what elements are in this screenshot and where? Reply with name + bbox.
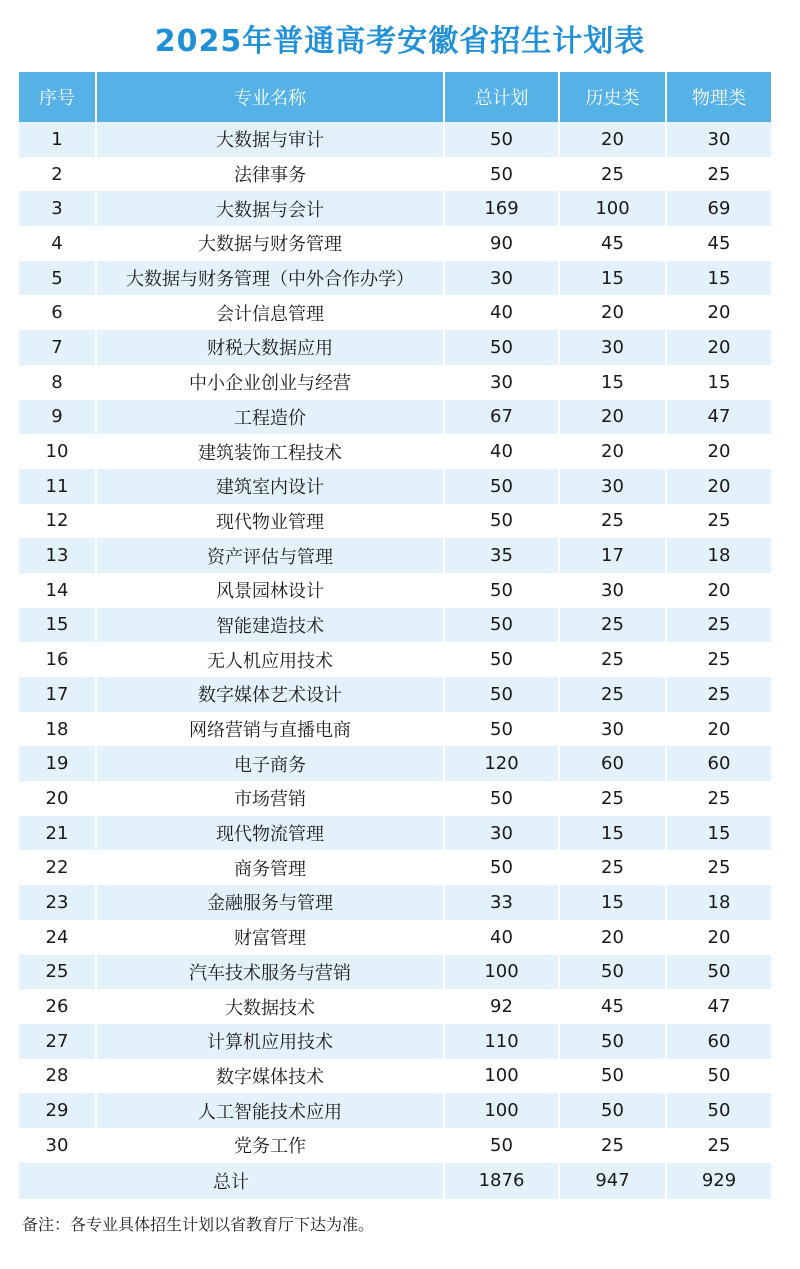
table-row [19, 122, 771, 157]
row-history: 20 [559, 920, 666, 955]
table-row [19, 1128, 771, 1163]
table-row [19, 677, 771, 712]
row-history: 50 [559, 1024, 666, 1059]
total-label: 总计 [19, 1163, 444, 1199]
total-row [19, 1163, 771, 1199]
row-physics: 25 [707, 857, 731, 879]
row-physics: 25 [707, 163, 731, 185]
row-total-plan: 100 [444, 1059, 559, 1094]
row-history: 45 [559, 989, 666, 1024]
row-index: 18 [19, 712, 96, 747]
row-physics: 69 [666, 191, 771, 226]
row-major: 会计信息管理 [96, 295, 444, 330]
header-index: 序号 [19, 72, 96, 122]
row-index: 17 [19, 677, 96, 712]
row-major: 财税大数据应用 [96, 330, 444, 365]
row-physics: 30 [666, 122, 771, 157]
header-physics: 物理类 [666, 72, 771, 122]
table-row [19, 226, 771, 261]
row-major: 智能建造技术 [96, 608, 444, 643]
row-total-plan: 40 [444, 434, 559, 469]
row-index: 7 [19, 330, 96, 365]
row-index: 8 [19, 365, 96, 400]
header-total-plan: 总计划 [444, 72, 559, 122]
row-major: 人工智能技术应用 [96, 1093, 444, 1128]
table-row [19, 400, 771, 435]
row-physics: 18 [666, 538, 771, 573]
table-row [19, 1093, 771, 1128]
total-physics-sum: 929 [666, 1163, 771, 1199]
row-total-plan: 40 [444, 920, 559, 955]
row-history: 60 [559, 746, 666, 781]
row-major: 电子商务 [96, 746, 444, 781]
row-history: 15 [559, 261, 666, 296]
row-total-plan: 50 [444, 850, 559, 885]
row-index: 2 [19, 157, 96, 192]
table-row [19, 295, 771, 330]
row-index: 11 [19, 469, 96, 504]
table-row [19, 1059, 771, 1094]
row-history: 50 [559, 955, 666, 990]
table-row [19, 261, 771, 296]
row-index: 22 [19, 850, 96, 885]
table-row [19, 608, 771, 643]
row-total-plan: 50 [444, 157, 559, 192]
footnote: 备注：各专业具体招生计划以省教育厅下达为准。 [22, 1215, 375, 1234]
row-major: 计算机应用技术 [96, 1024, 444, 1059]
row-total-plan: 50 [444, 330, 559, 365]
row-history: 30 [559, 330, 666, 365]
row-history: 25 [559, 850, 666, 885]
row-total-plan: 50 [444, 122, 559, 157]
row-total-plan: 92 [444, 989, 559, 1024]
table-row [19, 434, 771, 469]
row-major: 法律事务 [96, 157, 444, 192]
row-history: 17 [559, 538, 666, 573]
table-row [19, 330, 771, 365]
table-row [19, 816, 771, 851]
row-physics: 20 [707, 579, 731, 601]
row-history: 100 [559, 191, 666, 226]
table-row [19, 642, 771, 677]
row-index: 13 [19, 538, 96, 573]
row-total-plan: 50 [444, 573, 559, 608]
row-history: 15 [559, 365, 666, 400]
row-total-plan: 30 [444, 261, 559, 296]
row-physics: 25 [666, 608, 771, 643]
row-major: 建筑装饰工程技术 [96, 434, 444, 469]
row-history: 30 [559, 573, 666, 608]
table-row [19, 885, 771, 920]
row-total-plan: 100 [444, 1093, 559, 1128]
row-index: 29 [19, 1093, 96, 1128]
row-physics: 25 [707, 649, 731, 671]
row-physics: 25 [707, 510, 731, 532]
row-physics: 20 [666, 469, 771, 504]
row-history: 30 [559, 469, 666, 504]
row-physics: 25 [707, 1134, 731, 1156]
table-row [19, 746, 771, 781]
row-major: 财富管理 [96, 920, 444, 955]
row-total-plan: 33 [444, 885, 559, 920]
row-history: 15 [559, 816, 666, 851]
row-index: 3 [19, 191, 96, 226]
row-total-plan: 50 [444, 469, 559, 504]
row-total-plan: 35 [444, 538, 559, 573]
table-row [19, 850, 771, 885]
row-total-plan: 100 [444, 955, 559, 990]
header-major: 专业名称 [96, 72, 444, 122]
row-history: 50 [559, 1059, 666, 1094]
row-total-plan: 50 [444, 1128, 559, 1163]
total-history-sum: 947 [559, 1163, 666, 1199]
row-physics: 15 [666, 261, 771, 296]
table-row [19, 712, 771, 747]
table-body [19, 122, 771, 1199]
row-history: 25 [559, 642, 666, 677]
row-physics: 50 [666, 955, 771, 990]
table-row [19, 989, 771, 1024]
enrollment-plan-table [19, 72, 771, 1199]
row-physics: 25 [666, 677, 771, 712]
row-total-plan: 169 [444, 191, 559, 226]
row-total-plan: 40 [444, 295, 559, 330]
row-history: 25 [559, 608, 666, 643]
row-major: 现代物流管理 [96, 816, 444, 851]
table-row [19, 1024, 771, 1059]
row-history: 20 [559, 400, 666, 435]
row-index: 25 [19, 955, 96, 990]
row-major: 汽车技术服务与营销 [96, 955, 444, 990]
row-major: 市场营销 [96, 781, 444, 816]
table-row [19, 573, 771, 608]
row-major: 大数据与财务管理（中外合作办学） [96, 261, 444, 296]
row-history: 30 [559, 712, 666, 747]
row-physics: 15 [666, 816, 771, 851]
row-physics: 60 [666, 746, 771, 781]
row-history: 20 [559, 434, 666, 469]
row-major: 工程造价 [96, 400, 444, 435]
row-total-plan: 50 [444, 504, 559, 539]
table-row [19, 955, 771, 990]
row-history: 25 [559, 1128, 666, 1163]
row-total-plan: 90 [444, 226, 559, 261]
row-major: 大数据与财务管理 [96, 226, 444, 261]
row-history: 15 [559, 885, 666, 920]
table-row [19, 469, 771, 504]
table-header-row [19, 72, 771, 122]
row-total-plan: 50 [444, 781, 559, 816]
row-physics: 45 [707, 232, 731, 254]
row-history: 50 [559, 1093, 666, 1128]
row-physics: 15 [707, 371, 731, 393]
row-index: 14 [19, 573, 96, 608]
row-index: 9 [19, 400, 96, 435]
header-history: 历史类 [559, 72, 666, 122]
row-major: 现代物业管理 [96, 504, 444, 539]
row-history: 45 [559, 226, 666, 261]
row-total-plan: 67 [444, 400, 559, 435]
row-physics: 20 [666, 330, 771, 365]
row-index: 20 [19, 781, 96, 816]
row-major: 大数据与会计 [96, 191, 444, 226]
row-index: 23 [19, 885, 96, 920]
row-index: 10 [19, 434, 96, 469]
row-index: 26 [19, 989, 96, 1024]
row-history: 20 [559, 122, 666, 157]
row-physics: 50 [666, 1093, 771, 1128]
row-index: 16 [19, 642, 96, 677]
row-major: 大数据与审计 [96, 122, 444, 157]
row-major: 风景园林设计 [96, 573, 444, 608]
row-major: 数字媒体技术 [96, 1059, 444, 1094]
row-major: 网络营销与直播电商 [96, 712, 444, 747]
row-index: 21 [19, 816, 96, 851]
row-physics: 20 [707, 926, 731, 948]
row-total-plan: 30 [444, 816, 559, 851]
row-index: 30 [19, 1128, 96, 1163]
row-physics: 20 [707, 302, 731, 324]
row-physics: 60 [666, 1024, 771, 1059]
row-total-plan: 30 [444, 365, 559, 400]
row-index: 6 [19, 295, 96, 330]
table-row [19, 504, 771, 539]
row-index: 15 [19, 608, 96, 643]
row-major: 金融服务与管理 [96, 885, 444, 920]
table-row [19, 781, 771, 816]
row-physics: 18 [666, 885, 771, 920]
row-major: 数字媒体艺术设计 [96, 677, 444, 712]
row-total-plan: 50 [444, 712, 559, 747]
row-physics: 47 [666, 400, 771, 435]
row-history: 25 [559, 677, 666, 712]
row-index: 5 [19, 261, 96, 296]
total-plan-sum: 1876 [444, 1163, 559, 1199]
row-major: 大数据技术 [96, 989, 444, 1024]
row-index: 4 [19, 226, 96, 261]
row-index: 19 [19, 746, 96, 781]
row-total-plan: 50 [444, 608, 559, 643]
table-row [19, 157, 771, 192]
row-major: 资产评估与管理 [96, 538, 444, 573]
row-total-plan: 120 [444, 746, 559, 781]
row-major: 中小企业创业与经营 [96, 365, 444, 400]
row-index: 28 [19, 1059, 96, 1094]
row-major: 党务工作 [96, 1128, 444, 1163]
row-physics: 20 [707, 718, 731, 740]
row-major: 无人机应用技术 [96, 642, 444, 677]
row-physics: 50 [707, 1065, 731, 1087]
row-index: 27 [19, 1024, 96, 1059]
row-index: 1 [19, 122, 96, 157]
row-major: 建筑室内设计 [96, 469, 444, 504]
row-history: 25 [559, 157, 666, 192]
row-history: 25 [559, 781, 666, 816]
row-index: 12 [19, 504, 96, 539]
row-physics: 25 [707, 787, 731, 809]
row-total-plan: 50 [444, 642, 559, 677]
table-row [19, 538, 771, 573]
row-total-plan: 110 [444, 1024, 559, 1059]
row-index: 24 [19, 920, 96, 955]
page-title: 2025年普通高考安徽省招生计划表 [154, 24, 646, 59]
row-history: 25 [559, 504, 666, 539]
table-row [19, 365, 771, 400]
row-history: 20 [559, 295, 666, 330]
row-physics: 47 [707, 996, 731, 1018]
row-major: 商务管理 [96, 850, 444, 885]
row-physics: 20 [707, 441, 731, 463]
table-row [19, 920, 771, 955]
table-row [19, 191, 771, 226]
row-total-plan: 50 [444, 677, 559, 712]
